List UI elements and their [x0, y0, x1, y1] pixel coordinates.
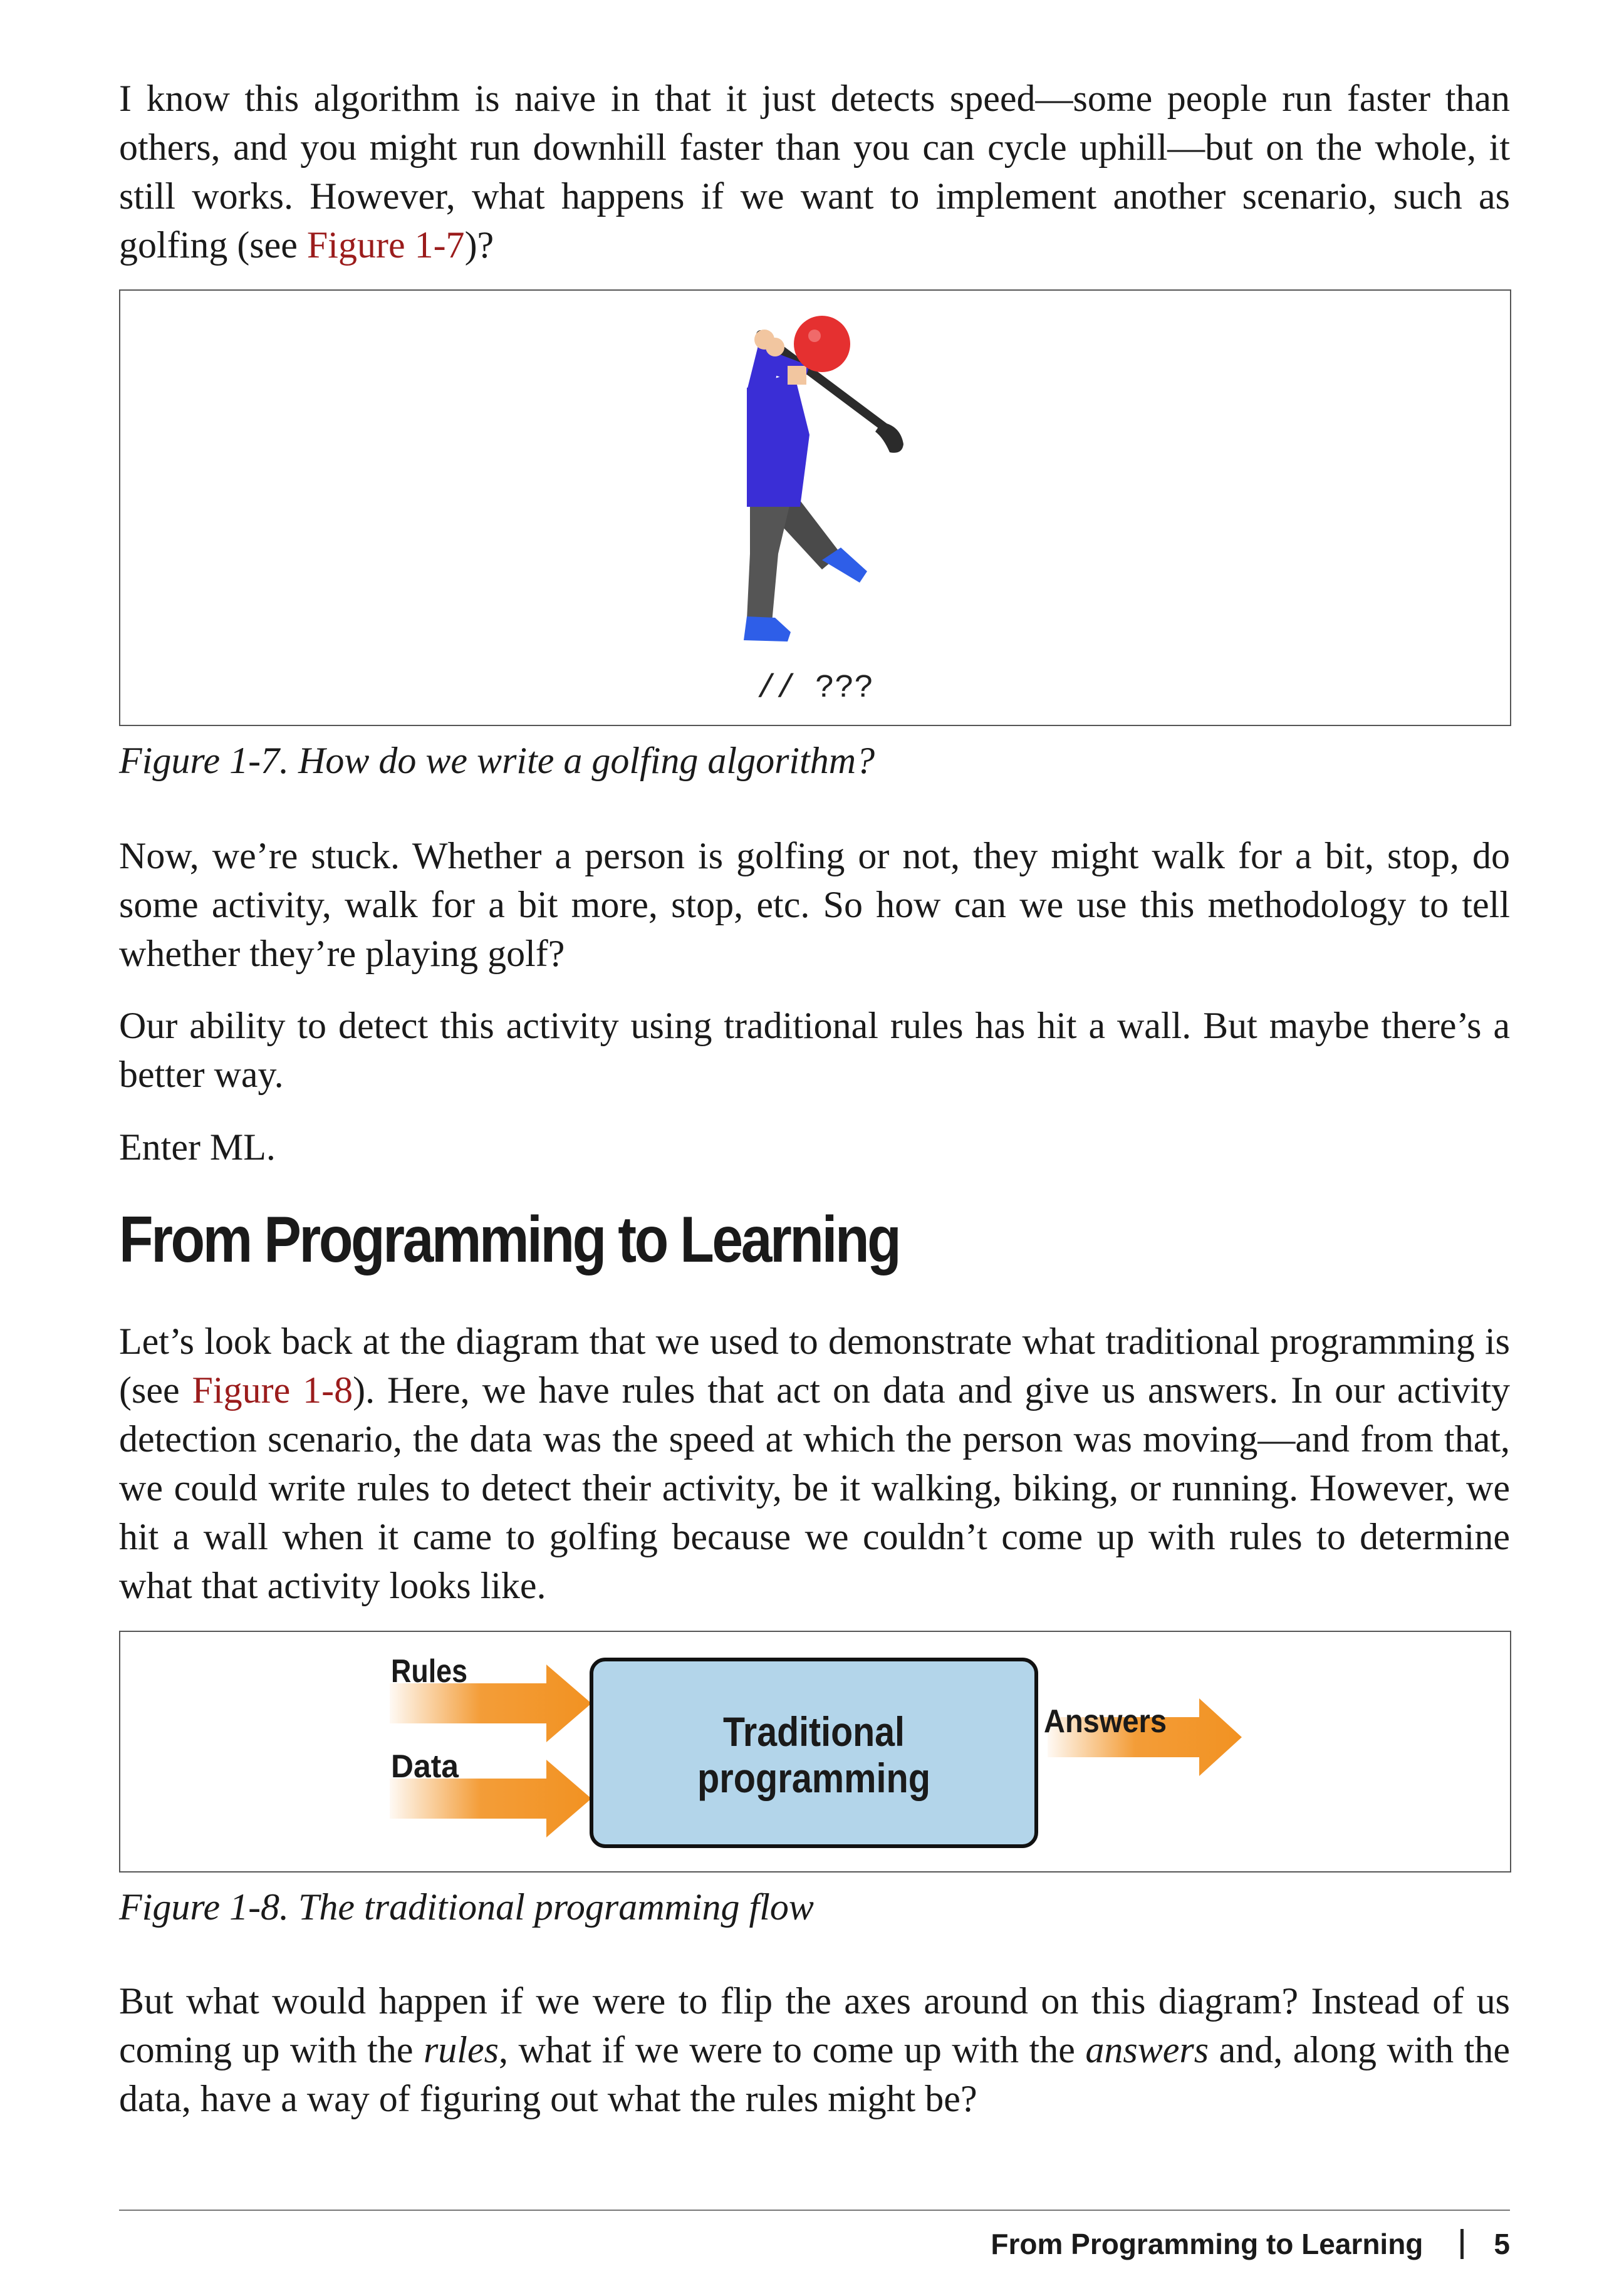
emphasis-answers: answers: [1085, 2029, 1209, 2070]
paragraph-stuck: Now, we’re stuck. Whether a person is golfing or not, they might walk for a bit, stop, do some activity, walk for a bit more, stop, etc. So how can we use this methodology to tell whether they’re playing golf?: [119, 835, 1510, 974]
box-label-line2: programming: [697, 1755, 930, 1801]
paragraph-enter-ml: Enter ML.: [119, 1126, 276, 1168]
box-label-line1: Traditional: [723, 1708, 905, 1755]
figure-1-8-caption: Figure 1-8. The traditional programming flow: [119, 1886, 814, 1928]
golfer-illustration: [120, 291, 1510, 725]
book-page: [119, 0, 1510, 2296]
paragraph-flip-axes: [119, 1977, 1510, 2123]
answers-label: Answers: [1044, 1703, 1167, 1740]
code-comment: // ???: [756, 670, 874, 707]
paragraph-naive-algorithm: [119, 74, 1510, 269]
figure-1-7-link[interactable]: Figure 1-7: [306, 224, 465, 266]
figure-1-8-link[interactable]: Figure 1-8: [192, 1369, 353, 1411]
paragraph-text: , what if we were to come up with the: [498, 2029, 1086, 2070]
paragraph-text: I know this algorithm is naive in that it just detects speed—some people run faster than others, and you might run downhill faster than you can cycle uphill—but on the whole, it still works. However, what happens if we want to implement another scenario, such as golfing (see: [119, 78, 1510, 266]
page-number: 5: [1494, 2228, 1510, 2260]
section-heading: From Programming to Learning: [119, 1203, 900, 1276]
paragraph-hit-wall: Our ability to detect this activity using traditional rules has hit a wall. But maybe there’s a better way.: [119, 1005, 1510, 1095]
traditional-programming-diagram: [120, 1632, 1510, 1871]
rules-label: Rules: [391, 1653, 467, 1690]
emphasis-rules: rules: [423, 2029, 499, 2070]
paragraph-text: Let’s look back at the diagram that we used to demonstrate what traditional programming is (see: [119, 1321, 1510, 1411]
paragraph-text: )?: [464, 224, 494, 266]
paragraph-look-back: [119, 1317, 1510, 1610]
figure-1-7: [119, 289, 1511, 726]
page-footer: [991, 2227, 1510, 2261]
figure-1-7-caption: Figure 1-7. How do we write a golfing algorithm?: [119, 740, 875, 781]
paragraph-text: But what would happen if we were to flip the axes around on this diagram? Instead of us coming up with the: [119, 1980, 1510, 2070]
data-label: Data: [391, 1748, 460, 1785]
paragraph-text: and, along with the data, have a way of figuring out what the rules might be?: [119, 2029, 1510, 2119]
footer-separator: [1460, 2229, 1464, 2259]
footer-divider: [119, 2210, 1510, 2211]
figure-1-8: [119, 1631, 1511, 1873]
footer-section-title: From Programming to Learning: [991, 2228, 1424, 2260]
paragraph-text: ). Here, we have rules that act on data and give us answers. In our activity detection scenario, the data was the speed at which the person was moving—and from that, we could write rules to detect their activity, be it walking, biking, or running. However, we hit a wall when it came to golfing because we couldn’t come up with rules to determine what that activity looks like.: [119, 1369, 1510, 1606]
